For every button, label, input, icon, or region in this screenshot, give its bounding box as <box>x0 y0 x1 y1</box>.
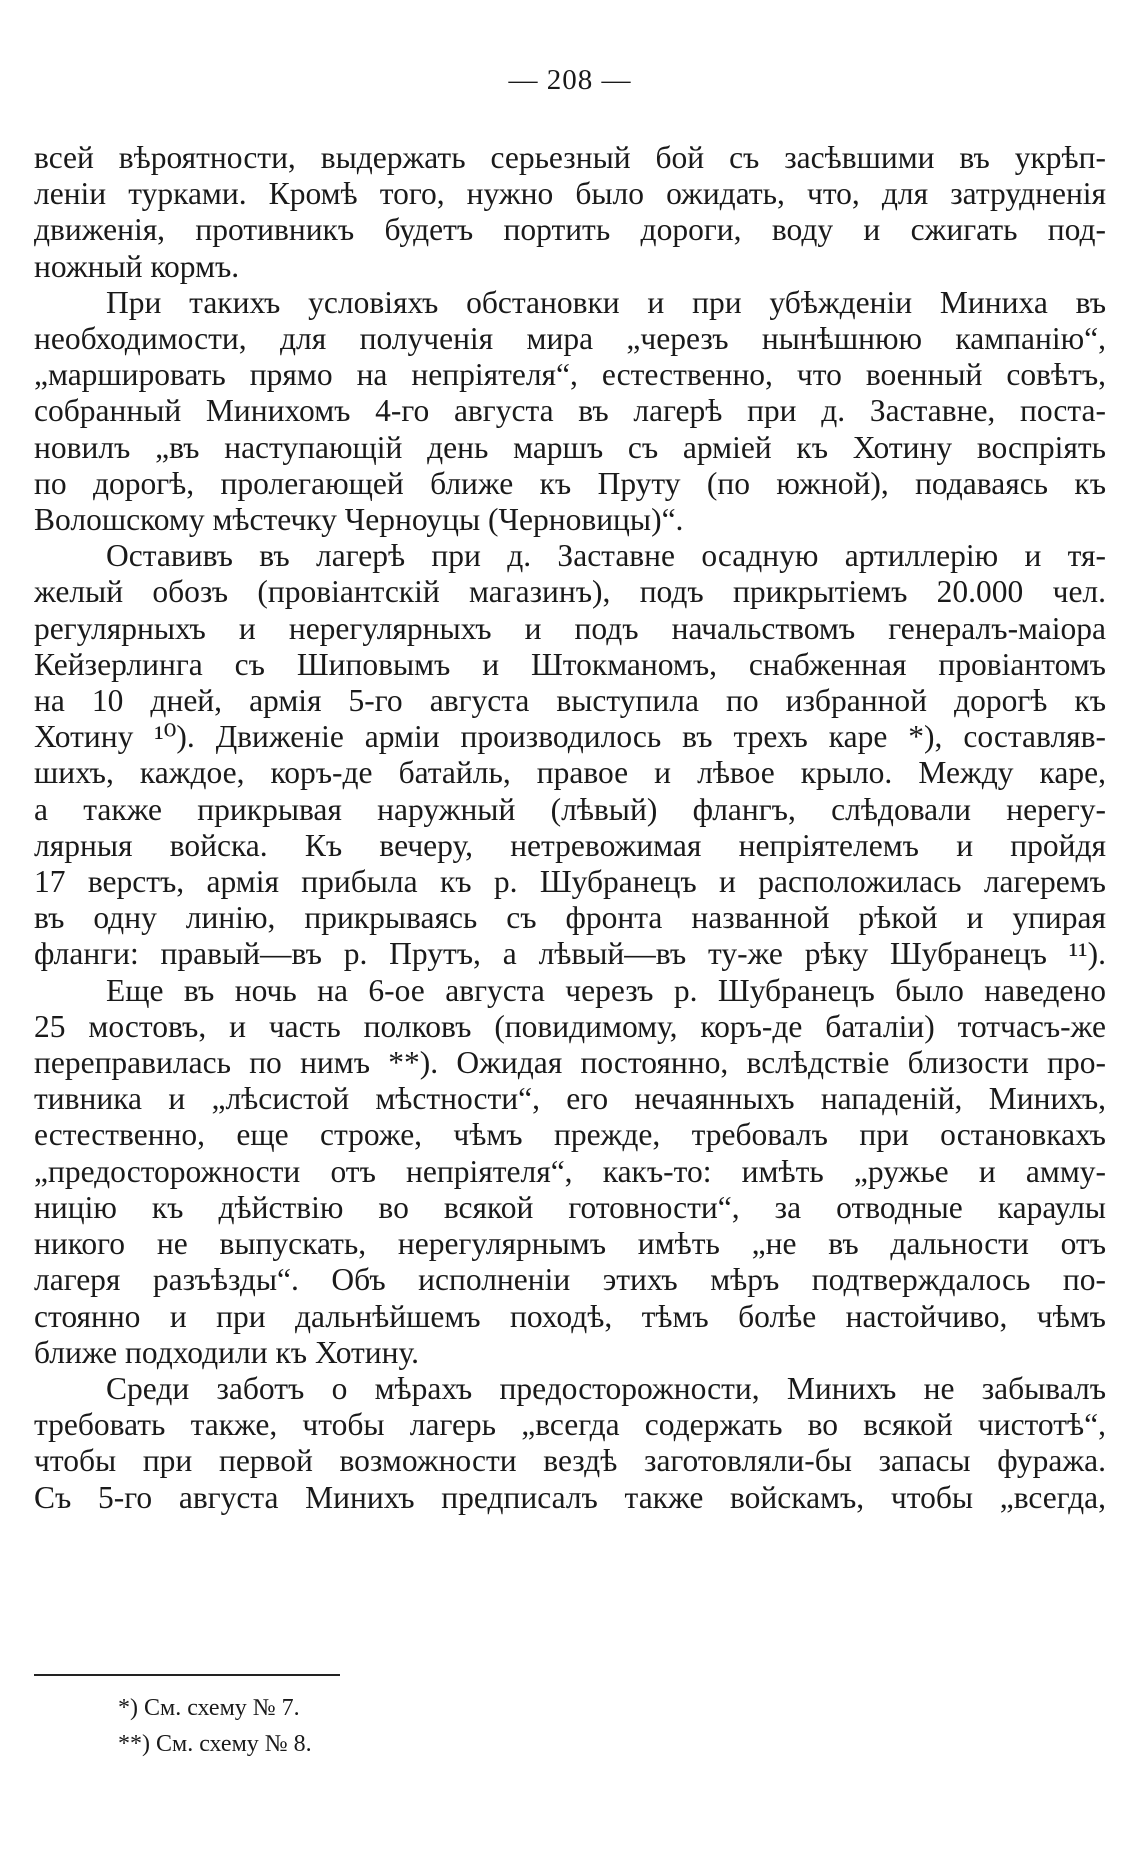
text-line: регулярныхъ и нерегулярныхъ и подъ начальствомъ генералъ-маіора <box>34 610 1106 646</box>
text-line: по дорогѣ, пролегающей ближе къ Пруту (по южной), подаваясь къ <box>34 465 1106 501</box>
text-line: Кейзерлинга съ Шиповымъ и Штокманомъ, снабженная провіантомъ <box>34 646 1106 682</box>
text-line: ближе подходили къ Хотину. <box>34 1334 419 1370</box>
text-line: собранный Минихомъ 4-го августа въ лагерѣ при д. Заставне, поста- <box>34 393 1106 429</box>
text-line: стоянно и при дальнѣйшемъ походѣ, тѣмъ болѣе настойчиво, чѣмъ <box>34 1298 1106 1334</box>
footnote-1: *) См. схему № 7. <box>118 1695 300 1721</box>
text-line: а также прикрывая наружный (лѣвый) флангъ, слѣдовали нерегу- <box>34 791 1106 827</box>
text-line: на 10 дней, армія 5-го августа выступила по избранной дорогѣ къ <box>34 683 1106 719</box>
text-line: Среди заботъ о мѣрахъ предосторожности, Минихъ не забывалъ <box>106 1370 1106 1406</box>
text-line: естественно, еще строже, чѣмъ прежде, требовалъ при остановкахъ <box>34 1117 1106 1153</box>
text-line: необходимости, для полученія мира „черезъ нынѣшнюю кампанію“, <box>34 321 1106 357</box>
text-line: Оставивъ въ лагерѣ при д. Заставне осадную артиллерію и тя- <box>106 538 1106 574</box>
footnote-2: **) См. схему № 8. <box>118 1731 312 1757</box>
paragraph-1 <box>34 140 1106 285</box>
body-text <box>34 140 1106 1516</box>
text-line: „предосторожности отъ непріятеля“, какъ-то: имѣть „ружье и амму- <box>34 1153 1106 1189</box>
text-line: лярныя войска. Къ вечеру, нетревожимая непріятелемъ и пройдя <box>34 827 1106 863</box>
text-line: Волошскому мѣстечку Черноуцы (Черновицы)“. <box>34 502 684 538</box>
text-line: леніи турками. Кромѣ того, нужно было ожидать, что, для затрудненія <box>34 176 1106 212</box>
text-line: Хотину ¹⁰). Движеніе арміи производилось въ трехъ каре *), составляв- <box>34 719 1106 755</box>
footnote-divider <box>34 1674 340 1676</box>
text-line: ножный кормъ. <box>34 248 240 284</box>
paragraph-3 <box>34 538 1106 972</box>
text-line: въ одну линію, прикрываясь съ фронта названной рѣкой и упирая <box>34 900 1106 936</box>
footnotes <box>118 1690 312 1762</box>
text-line: требовать также, чтобы лагерь „всегда содержать во всякой чистотѣ“, <box>34 1407 1106 1443</box>
text-line: шихъ, каждое, коръ-де батайль, правое и лѣвое крыло. Между каре, <box>34 755 1106 791</box>
text-line: лагеря разъѣзды“. Объ исполненіи этихъ мѣръ подтверждалось по- <box>34 1262 1106 1298</box>
text-line: 17 верстъ, армія прибыла къ р. Шубранецъ и расположилась лагеремъ <box>34 864 1106 900</box>
page-number: — 208 — <box>508 64 632 96</box>
text-line: ницію къ дѣйствію во всякой готовности“, за отводные караулы <box>34 1189 1106 1225</box>
text-line: никого не выпускать, нерегулярнымъ имѣть „не въ дальности отъ <box>34 1226 1106 1262</box>
text-line: Еще въ ночь на 6-ое августа черезъ р. Шубранецъ было наведено <box>106 972 1106 1008</box>
paragraph-4 <box>34 973 1106 1371</box>
text-line: При такихъ условіяхъ обстановки и при убѣжденіи Миниха въ <box>106 284 1106 320</box>
text-line: движенія, противникъ будетъ портить дороги, воду и сжигать под- <box>34 212 1106 248</box>
text-line: Съ 5-го августа Минихъ предписалъ также войскамъ, чтобы „всегда, <box>34 1479 1106 1515</box>
paragraph-2 <box>34 285 1106 538</box>
text-line: тивника и „лѣсистой мѣстности“, его нечаянныхъ нападеній, Минихъ, <box>34 1081 1106 1117</box>
text-line: переправилась по нимъ **). Ожидая постоянно, вслѣдствіе близости про- <box>34 1045 1106 1081</box>
text-line: всей вѣроятности, выдержать серьезный бой съ засѣвшими въ укрѣп- <box>34 140 1106 175</box>
paragraph-5 <box>34 1371 1106 1516</box>
text-line: фланги: правый—въ р. Прутъ, а лѣвый—въ ту-же рѣку Шубранецъ ¹¹). <box>34 936 1106 972</box>
text-line: желый обозъ (провіантскій магазинъ), подъ прикрытіемъ 20.000 чел. <box>34 574 1106 610</box>
text-line: 25 мостовъ, и часть полковъ (повидимому, коръ-де баталіи) тотчасъ-же <box>34 1008 1106 1044</box>
text-line: „марширoвать прямо на непріятеля“, естественно, что военный совѣтъ, <box>34 357 1106 393</box>
text-line: новилъ „въ наступающій день маршъ съ арміей къ Хотину воспріять <box>34 429 1106 465</box>
text-line: чтобы при первой возможности вездѣ заготовляли-бы запасы фуража. <box>34 1443 1106 1479</box>
